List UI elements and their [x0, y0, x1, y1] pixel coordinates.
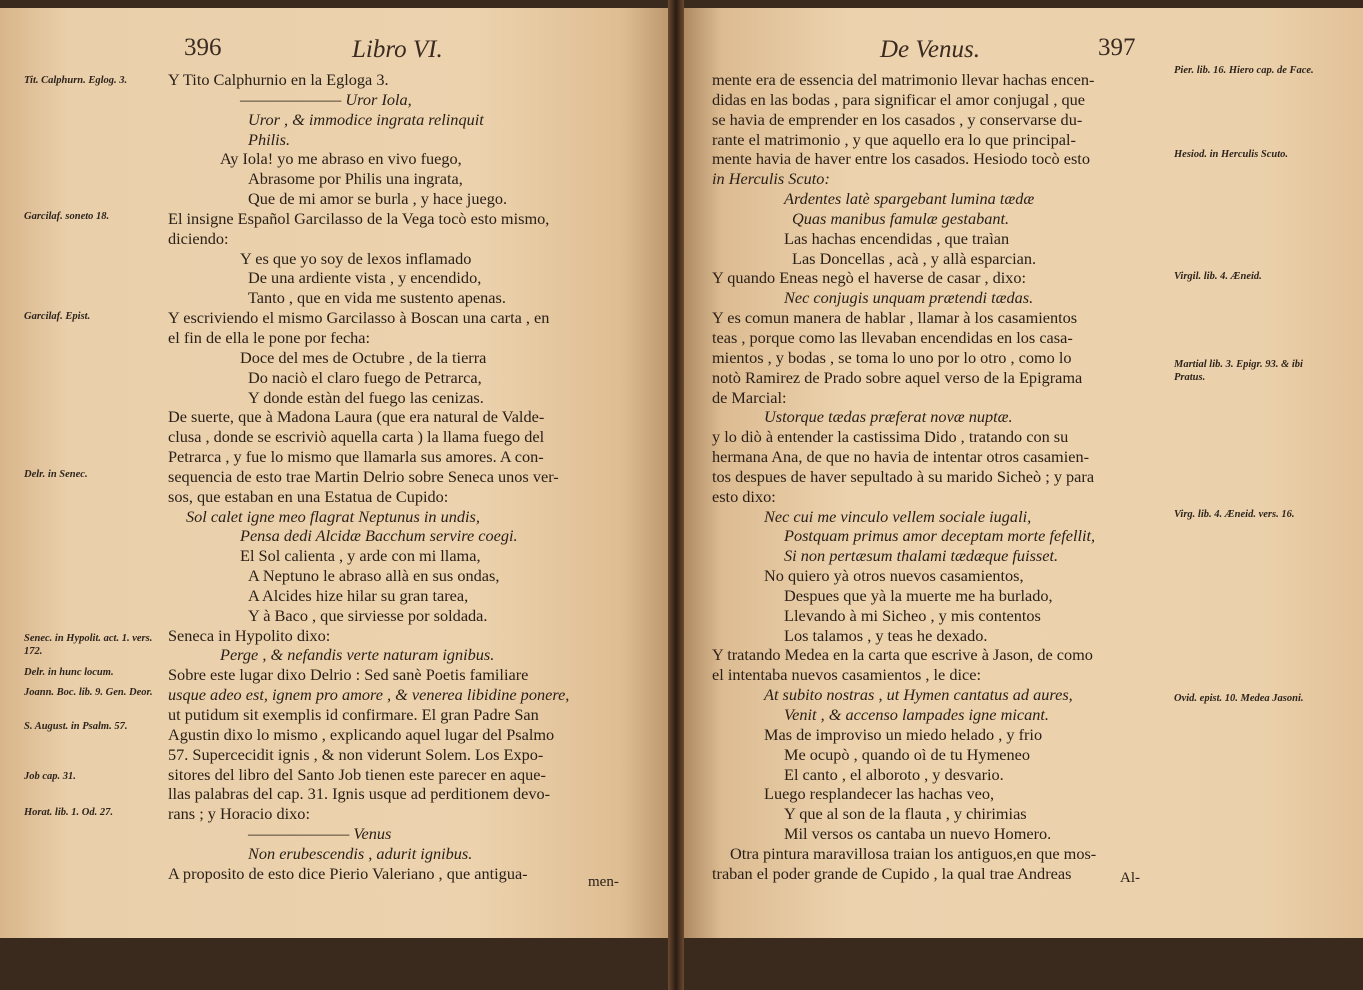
text-line: El canto , el alboroto , y desvario.: [784, 764, 1004, 784]
main-text: [168, 70, 628, 884]
text-line: Uror , & immodice ingrata relinquit: [248, 109, 484, 129]
margin-note: Job cap. 31.: [24, 771, 76, 782]
text-line: Y es comun manera de hablar , llamar à los casamientos: [712, 308, 1078, 328]
text-line: Doce del mes de Octubre , de la tierra: [240, 347, 487, 367]
page-number: 396: [184, 34, 222, 61]
text-line: Y quando Eneas negò el haverse de casar , dixo:: [712, 268, 1027, 288]
text-line: Nec conjugis unquam prætendi tædas.: [784, 288, 1034, 308]
text-line: El Sol calienta , y arde con mi llama,: [240, 546, 481, 566]
text-line: Agustin dixo lo mismo , explicando aquel lugar del Psalmo: [168, 724, 555, 744]
text-line: Seneca in Hypolito dixo:: [168, 625, 331, 645]
text-line: ——————— Uror Iola,: [240, 89, 412, 109]
margin-note: S. August. in Psalm. 57.: [24, 721, 128, 732]
text-line: 57. Supercecidit ignis , & non viderunt Solem. Los Expo-: [168, 744, 544, 764]
margin-note: Ovid. epist. 10. Medea Jasoni.: [1174, 693, 1304, 704]
main-text: [712, 70, 1174, 884]
left-page: [0, 8, 676, 938]
text-line: Mas de improviso un miedo helado , y frio: [764, 724, 1043, 744]
text-line: A Alcides hize hilar su gran tarea,: [248, 585, 469, 605]
text-line: Los talamos , y teas he dexado.: [784, 625, 988, 645]
text-line: rans ; y Horacio dixo:: [168, 804, 310, 824]
text-line: Y Tito Calphurnio en la Egloga 3.: [168, 70, 389, 89]
text-line: in Herculis Scuto:: [712, 169, 830, 189]
text-line: Non erubescendis , adurit ignibus.: [248, 843, 473, 863]
text-line: Nec cui me vinculo vellem sociale iugali,: [764, 506, 1032, 526]
text-line: De suerte, que à Madona Laura (que era natural de Valde-: [168, 407, 545, 427]
text-line: de Marcial:: [712, 387, 787, 407]
text-line: tos despues de haver sepultado à su marido Sicheò ; y para: [712, 466, 1095, 486]
text-line: teas , porque como las llevaban encendidas en los casa-: [712, 327, 1073, 347]
margin-note: Pier. lib. 16. Hiero cap. de Face.: [1174, 65, 1314, 76]
text-line: ——————— Venus: [248, 824, 392, 844]
text-line: mientos , y bodas , se toma lo uno por lo otro , como lo: [712, 347, 1072, 367]
text-line: Y tratando Medea en la carta que escrive à Jason, de como: [712, 645, 1093, 665]
book-gutter: [668, 0, 684, 990]
text-line: El insigne Español Garcilasso de la Vega tocò esto mismo,: [168, 208, 550, 228]
text-line: clusa , donde se escriviò aquella carta ) la llama fuego del: [168, 427, 545, 447]
text-line: esto dixo:: [712, 486, 776, 506]
text-line: sos, que estaban en una Estatua de Cupido:: [168, 486, 449, 506]
margin-note: Virgil. lib. 4. Æneid.: [1174, 271, 1262, 282]
text-line: Tanto , que en vida me sustento apenas.: [248, 288, 506, 308]
text-line: hermana Ana, de que no havia de intentar otros casamien-: [712, 447, 1090, 467]
text-line: Me ocupò , quando oì de tu Hymeneo: [784, 744, 1030, 764]
text-line: diciendo:: [168, 228, 229, 248]
text-line: Las hachas encendidas , que traìan: [784, 228, 1010, 248]
text-line: rante el matrimonio , y que aquello era lo que principal-: [712, 129, 1076, 149]
text-line: De una ardiente vista , y encendido,: [248, 268, 482, 288]
text-line: Si non pertæsum thalami tædæque fuisset.: [784, 546, 1059, 566]
margin-note: Virg. lib. 4. Æneid. vers. 16.: [1174, 509, 1295, 520]
text-line: Quas manibus famulæ gestabant.: [792, 208, 1010, 228]
text-line: Postquam primus amor deceptam morte fefellit,: [784, 526, 1096, 546]
text-line: Las Doncellas , acà , y allà esparcian.: [792, 248, 1037, 268]
text-line: Y à Baco , que sirviesse por soldada.: [248, 605, 488, 625]
text-line: el fin de ella le pone por fecha:: [168, 327, 371, 347]
text-line: Pensa dedi Alcidæ Bacchum servire coegi.: [240, 526, 518, 546]
text-line: sitores del libro del Santo Job tienen este parecer en aque-: [168, 764, 546, 784]
text-line: Do naciò el claro fuego de Petrarca,: [248, 367, 482, 387]
text-line: Sol calet igne meo flagrat Neptunus in undis,: [186, 506, 480, 526]
text-line: At subito nostras , ut Hymen cantatus ad aures,: [764, 685, 1073, 705]
text-line: traban el poder grande de Cupido , la qual trae Andreas: [712, 863, 1072, 883]
catchword: Al-: [1120, 870, 1140, 886]
running-head: De Venus.: [880, 36, 980, 63]
right-page: [680, 8, 1363, 938]
text-line: A Neptuno le abraso allà en sus ondas,: [248, 566, 500, 586]
catchword: men-: [588, 874, 619, 890]
margin-note: Hesiod. in Herculis Scuto.: [1174, 149, 1289, 160]
margin-note: Delr. in Senec.: [24, 469, 88, 480]
text-line: Sobre este lugar dixo Delrio : Sed sanè Poetis familiare: [168, 665, 529, 685]
text-line: No quiero yà otros nuevos casamientos,: [764, 566, 1024, 586]
text-line: Que de mi amor se burla , y hace juego.: [248, 189, 508, 209]
margin-note: Horat. lib. 1. Od. 27.: [24, 807, 113, 818]
text-line: didas en las bodas , para significar el amor conjugal , que: [712, 89, 1085, 109]
text-line: A proposito de esto dice Pierio Valeriano , que antigua-: [168, 863, 528, 883]
text-line: Ardentes latè spargebant lumina tædæ: [784, 189, 1035, 209]
page-number: 397: [1098, 34, 1136, 61]
text-line: Ustorque tædas præferat novæ nuptæ.: [764, 407, 1013, 427]
text-line: llas palabras del cap. 31. Ignis usque ad perditionem devo-: [168, 784, 551, 804]
text-line: Petrarca , y fue lo mismo que llamarla sus amores. A con-: [168, 447, 544, 467]
margin-note: Senec. in Hypolit. act. 1. vers. 172.: [24, 633, 153, 657]
text-line: Y que al son de la flauta , y chirimias: [784, 804, 1027, 824]
text-line: se havia de emprender en los casados , y conservarse du-: [712, 109, 1083, 129]
text-line: mente havia de haver entre los casados. Hesiodo tocò esto: [712, 149, 1090, 169]
text-line: Y escriviendo el mismo Garcilasso à Boscan una carta , en: [168, 308, 550, 328]
text-line: Despues que yà la muerte me ha burlado,: [784, 585, 1053, 605]
text-line: Y es que yo soy de lexos inflamado: [240, 248, 472, 268]
text-line: Philis.: [248, 129, 291, 149]
text-line: usque adeo est, ignem pro amore , & venerea libidine ponere,: [168, 685, 570, 705]
text-line: y lo diò à entender la castissima Dido , tratando con su: [712, 427, 1069, 447]
text-line: Perge , & nefandis verte naturam ignibus.: [220, 645, 495, 665]
text-line: Ay Iola! yo me abraso en vivo fuego,: [220, 149, 462, 169]
text-line: Y donde estàn del fuego las cenizas.: [248, 387, 484, 407]
margin-note: Garcilaf. Epist.: [24, 311, 91, 322]
text-line: Llevando à mi Sicheo , y mis contentos: [784, 605, 1041, 625]
text-line: Venit , & accenso lampades igne micant.: [784, 705, 1049, 724]
text-line: Luego resplandecer las hachas veo,: [764, 784, 995, 804]
text-line: mente era de essencia del matrimonio llevar hachas encen-: [712, 70, 1095, 89]
text-line: el intentaba nuevos casamientos , le dice:: [712, 665, 981, 685]
margin-note: Tit. Calphurn. Eglog. 3.: [24, 75, 128, 86]
margin-note: Martial lib. 3. Epigr. 93. & ibi Pratus.: [1174, 359, 1303, 383]
text-line: Otra pintura maravillosa traian los antiguos,en que mos-: [730, 843, 1097, 863]
text-line: sequencia de esto trae Martin Delrio sobre Seneca unos ver-: [168, 466, 559, 486]
text-line: ut putidum sit exemplis id confirmare. El gran Padre San: [168, 705, 539, 724]
margin-note: Garcilaf. soneto 18.: [24, 211, 110, 222]
running-head: Libro VI.: [352, 36, 443, 63]
margin-note: Joann. Boc. lib. 9. Gen. Deor.: [24, 687, 153, 698]
text-line: Mil versos os cantaba un nuevo Homero.: [784, 824, 1052, 844]
margin-note: Delr. in hunc locum.: [24, 667, 114, 678]
text-line: notò Ramirez de Prado sobre aquel verso de la Epigrama: [712, 367, 1083, 387]
text-line: Abrasome por Philis una ingrata,: [248, 169, 463, 189]
